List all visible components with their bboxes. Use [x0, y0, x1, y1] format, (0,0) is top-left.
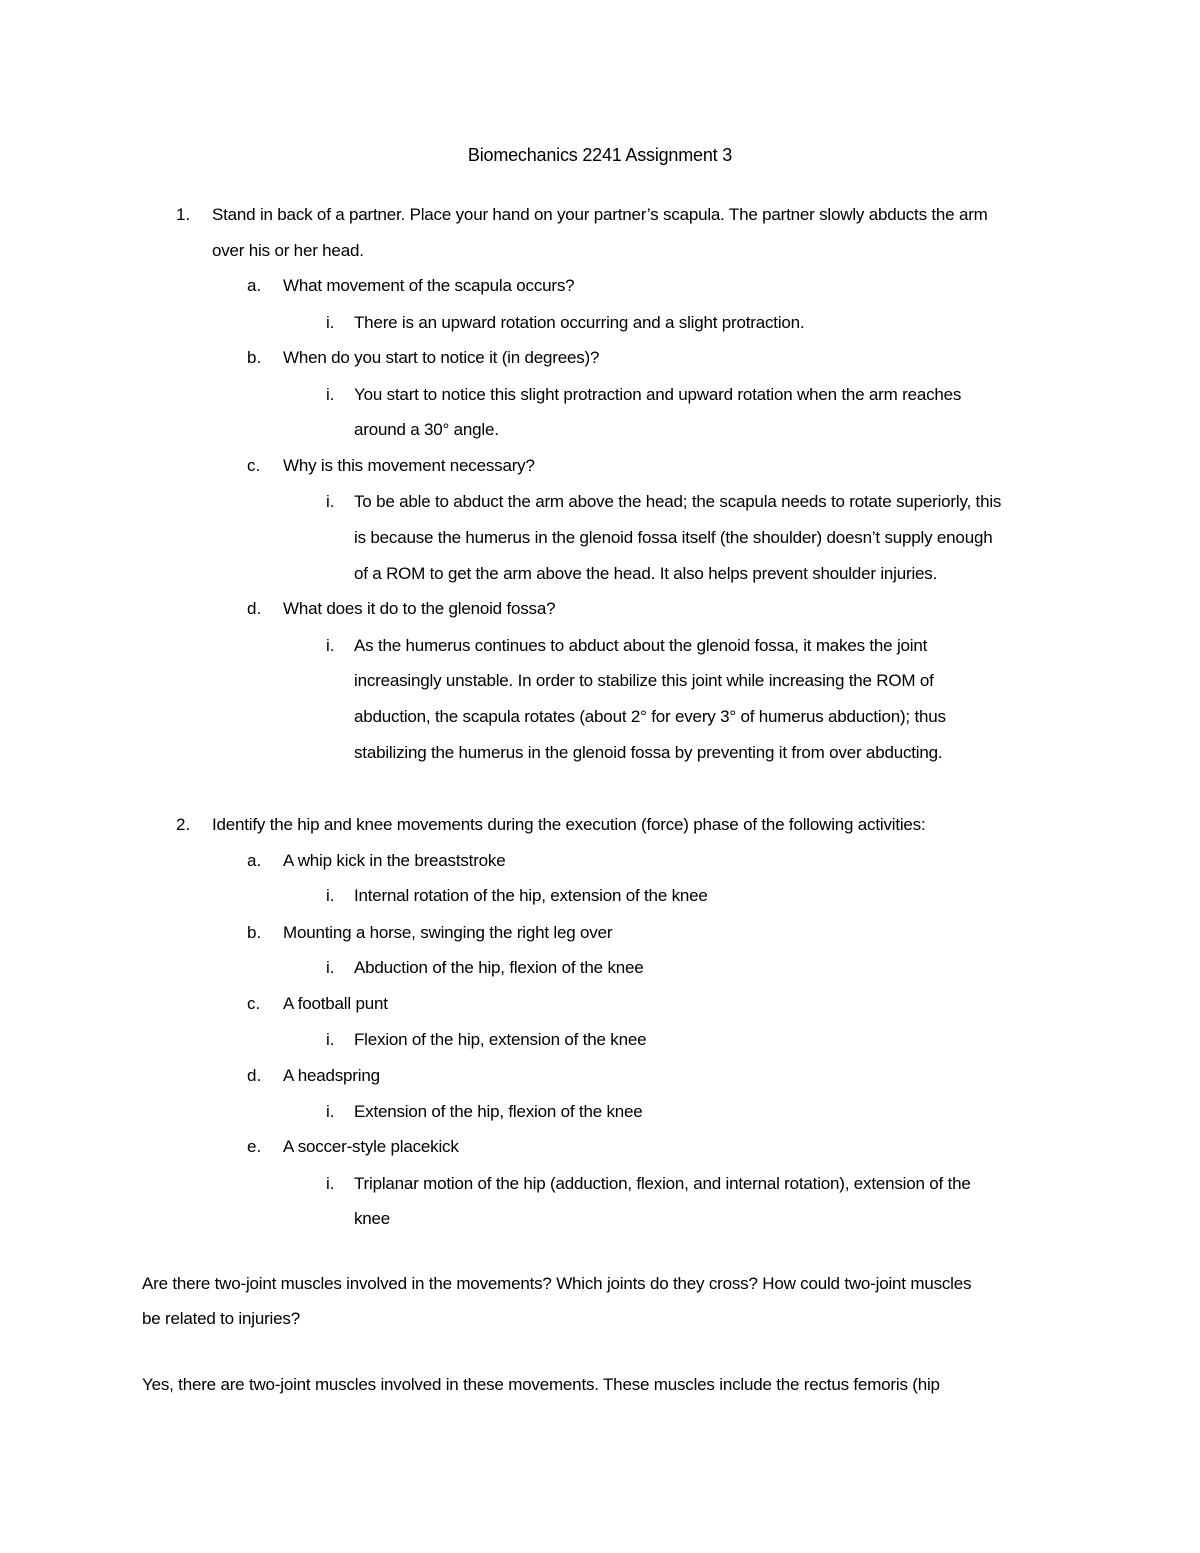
page-title: Biomechanics 2241 Assignment 3	[467, 145, 733, 165]
answer-2d-label: i.	[326, 1102, 335, 1121]
question-1d-label: d.	[247, 599, 262, 618]
question-2d-label: d.	[247, 1066, 262, 1085]
question-1-text-line-2: over his or her head.	[212, 241, 364, 260]
question-2-text: Identify the hip and knee movements during the execution (force) phase of the following activities:	[212, 815, 926, 834]
answer-2e-text-line-2: knee	[354, 1209, 391, 1228]
answer-1b-text-line-2: around a 30° angle.	[354, 420, 499, 439]
question-1c-label: c.	[247, 456, 261, 475]
question-1-number: 1.	[176, 205, 191, 224]
followup-question-line-1: Are there two-joint muscles involved in the movements? Which joints do they cross? How could two-joint muscles	[142, 1274, 972, 1293]
answer-1a-text: There is an upward rotation occurring and a slight protraction.	[354, 313, 805, 332]
answer-1c-text-line-1: To be able to abduct the arm above the head; the scapula needs to rotate superiorly, this	[354, 492, 1002, 511]
answer-2c-text: Flexion of the hip, extension of the knee	[354, 1030, 647, 1049]
question-1a-label: a.	[247, 276, 262, 295]
question-2-number: 2.	[176, 815, 191, 834]
answer-1d-text-line-4: stabilizing the humerus in the glenoid fossa by preventing it from over abducting.	[354, 743, 943, 762]
question-2c-text: A football punt	[283, 994, 388, 1013]
answer-1b-text-line-1: You start to notice this slight protraction and upward rotation when the arm reaches	[354, 385, 962, 404]
answer-1d-text-line-2: increasingly unstable. In order to stabilize this joint while increasing the ROM of	[354, 671, 934, 690]
answer-2b-text: Abduction of the hip, flexion of the knee	[354, 958, 644, 977]
followup-question-line-2: be related to injuries?	[142, 1309, 300, 1328]
answer-1d-text-line-1: As the humerus continues to abduct about the glenoid fossa, it makes the joint	[354, 636, 928, 655]
answer-2e-label: i.	[326, 1174, 335, 1193]
answer-1c-text-line-3: of a ROM to get the arm above the head. It also helps prevent shoulder injuries.	[354, 564, 938, 583]
answer-2d-text: Extension of the hip, flexion of the knee	[354, 1102, 643, 1121]
question-1c-text: Why is this movement necessary?	[283, 456, 535, 475]
answer-2a-label: i.	[326, 886, 335, 905]
question-2e-text: A soccer-style placekick	[283, 1137, 459, 1156]
answer-1b-label: i.	[326, 385, 335, 404]
question-2e-label: e.	[247, 1137, 262, 1156]
question-1a-text: What movement of the scapula occurs?	[283, 276, 575, 295]
answer-1d-text-line-3: abduction, the scapula rotates (about 2° for every 3° of humerus abduction); thus	[354, 707, 946, 726]
question-2d-text: A headspring	[283, 1066, 380, 1085]
question-1b-text: When do you start to notice it (in degrees)?	[283, 348, 600, 367]
question-1b-label: b.	[247, 348, 262, 367]
answer-1c-label: i.	[326, 492, 335, 511]
question-2c-label: c.	[247, 994, 261, 1013]
question-1d-text: What does it do to the glenoid fossa?	[283, 599, 556, 618]
question-2b-label: b.	[247, 923, 262, 942]
answer-2a-text: Internal rotation of the hip, extension of the knee	[354, 886, 708, 905]
answer-1c-text-line-2: is because the humerus in the glenoid fossa itself (the shoulder) doesn’t supply enough	[354, 528, 993, 547]
question-1-text-line-1: Stand in back of a partner. Place your hand on your partner’s scapula. The partner slowly abducts the arm	[212, 205, 988, 224]
answer-1a-label: i.	[326, 313, 335, 332]
answer-1d-label: i.	[326, 636, 335, 655]
followup-answer-line-1: Yes, there are two-joint muscles involved in these movements. These muscles include the rectus femoris (hip	[142, 1375, 940, 1394]
answer-2c-label: i.	[326, 1030, 335, 1049]
answer-2e-text-line-1: Triplanar motion of the hip (adduction, flexion, and internal rotation), extension of the	[354, 1174, 971, 1193]
question-2a-label: a.	[247, 851, 262, 870]
question-2a-text: A whip kick in the breaststroke	[283, 851, 506, 870]
question-2b-text: Mounting a horse, swinging the right leg over	[283, 923, 613, 942]
answer-2b-label: i.	[326, 958, 335, 977]
